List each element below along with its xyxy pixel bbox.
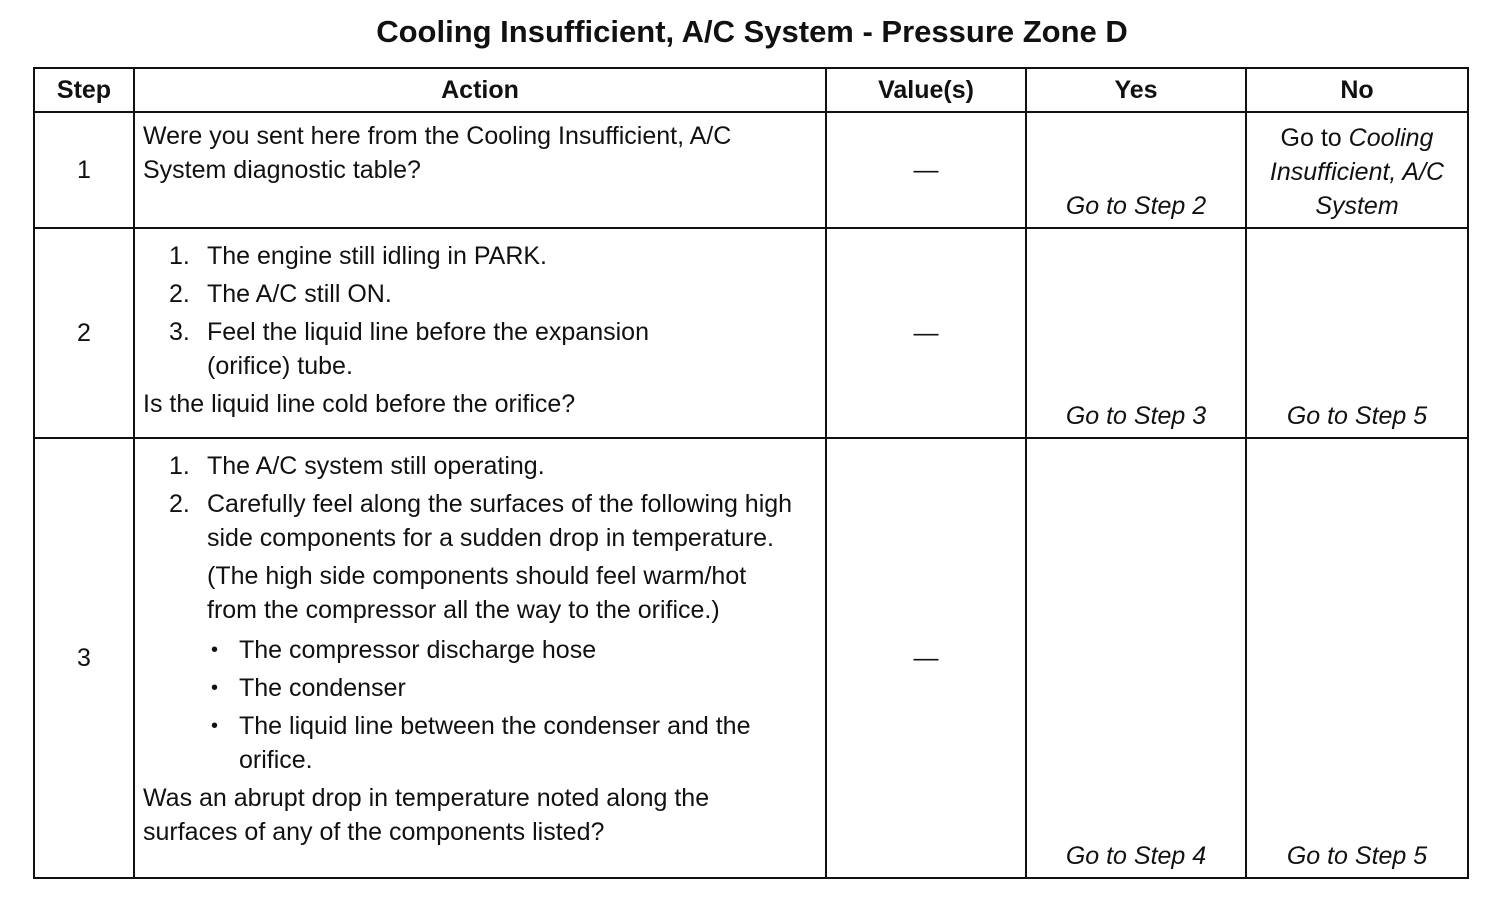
bullet-item	[211, 709, 817, 777]
bullet-item	[211, 671, 817, 705]
no-table-link: Cooling Insufficient, A/C System	[1269, 124, 1445, 220]
item-number: 2.	[169, 280, 190, 308]
step-number: 3	[34, 438, 134, 878]
value-cell: —	[826, 112, 1026, 228]
no-go-to-step: Go to Step 5	[1246, 438, 1468, 878]
question-text: Were you sent here from the Cooling Insufficient, A/C System diagnostic table?	[143, 122, 732, 184]
bullet-item	[211, 633, 817, 667]
header-values: Value(s)	[826, 68, 1026, 112]
step-number: 2	[34, 228, 134, 438]
item-text: Feel the liquid line before the expansion (orifice) tube.	[207, 318, 649, 380]
value-cell: —	[826, 228, 1026, 438]
item-number: 3.	[169, 318, 190, 346]
header-row	[34, 68, 1468, 112]
action-cell	[134, 112, 826, 228]
numbered-item	[169, 449, 817, 483]
page-title: Cooling Insufficient, A/C System - Pressure Zone D	[376, 14, 1128, 49]
yes-go-to-step: Go to Step 3	[1026, 228, 1246, 438]
bullet-text: The compressor discharge hose	[239, 636, 597, 664]
header-step: Step	[34, 68, 134, 112]
table-row	[34, 112, 1468, 228]
question-text: Is the liquid line cold before the orifice?	[143, 390, 576, 418]
question-text: Was an abrupt drop in temperature noted along the surfaces of any of the components listed?	[143, 784, 710, 846]
numbered-item	[169, 315, 817, 383]
yes-go-to-step: Go to Step 2	[1026, 112, 1246, 228]
bullet-icon: •	[211, 639, 219, 661]
no-go-to-table	[1246, 112, 1468, 228]
item-text: The engine still idling in PARK.	[207, 242, 547, 270]
no-prefix: Go to	[1280, 124, 1342, 152]
item-text: The A/C system still operating.	[207, 452, 545, 480]
numbered-item	[169, 487, 817, 555]
item-number: 2.	[169, 490, 190, 518]
item-number: 1.	[169, 242, 190, 270]
header-no: No	[1246, 68, 1468, 112]
header-action: Action	[134, 68, 826, 112]
note-text: (The high side components should feel warm/hot from the compressor all the way to the orifice.)	[207, 562, 747, 624]
action-cell	[134, 438, 826, 878]
yes-go-to-step: Go to Step 4	[1026, 438, 1246, 878]
item-number: 1.	[169, 452, 190, 480]
numbered-item	[169, 239, 817, 273]
bullet-text: The liquid line between the condenser and the orifice.	[239, 712, 751, 774]
action-cell	[134, 228, 826, 438]
value-cell: —	[826, 438, 1026, 878]
step-number: 1	[34, 112, 134, 228]
no-go-to-step: Go to Step 5	[1246, 228, 1468, 438]
header-yes: Yes	[1026, 68, 1246, 112]
numbered-item	[169, 277, 817, 311]
bullet-text: The condenser	[239, 674, 406, 702]
item-text: The A/C still ON.	[207, 280, 392, 308]
table-row	[34, 438, 1468, 878]
item-text: Carefully feel along the surfaces of the following high side components for a sudden drop in temperature.	[207, 490, 793, 552]
bullet-icon: •	[211, 715, 219, 737]
table-row	[34, 228, 1468, 438]
bullet-icon: •	[211, 677, 219, 699]
diagnostic-table	[33, 67, 1469, 879]
